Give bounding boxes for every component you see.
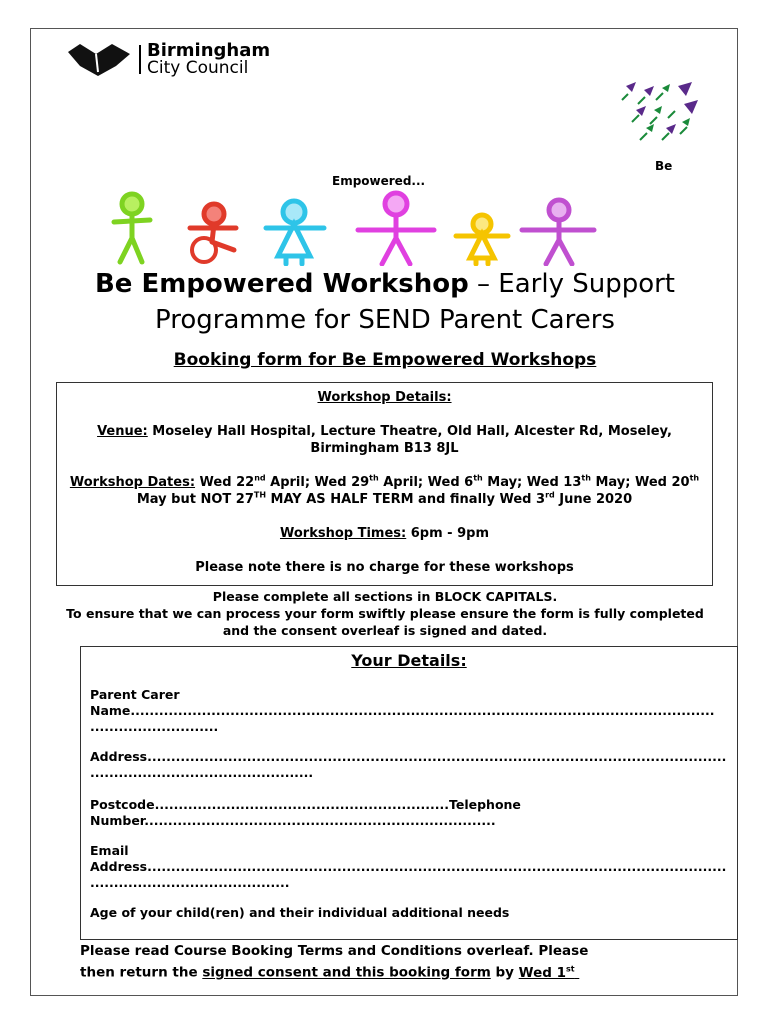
times-label: Workshop Times: — [279, 526, 407, 541]
date-6-sup: rd — [545, 490, 555, 500]
email-field[interactable]: Address.......................................................................................................................... — [90, 859, 727, 874]
footer-date-text: Wed 1 — [518, 964, 566, 981]
family-illustration — [104, 190, 604, 266]
your-details-box — [80, 646, 738, 940]
footer-note — [80, 942, 720, 982]
venue-text: Moseley Hall Hospital, Lecture Theatre, Old Hall, Alcester Rd, Moseley, Birmingham B13 8JL — [147, 424, 672, 456]
instructions-line1: Please complete all sections in BLOCK CAPITALS. — [212, 589, 558, 604]
date-3: May; Wed 13 — [482, 475, 582, 490]
address-field-cont[interactable]: ............................................... — [90, 765, 314, 780]
date-0-sup: nd — [254, 473, 266, 483]
date-0: Wed 22 — [195, 475, 255, 490]
date-4-sup: th — [689, 473, 700, 483]
instructions-line2: To ensure that we can process your form swiftly please ensure the form is fully completed and the consent overleaf is signed and dated. — [66, 606, 704, 638]
postcode-telephone-field[interactable]: Postcode..............................................................Telephone — [90, 797, 521, 812]
council-logo-icon — [66, 42, 132, 76]
footer-line2-mid: by — [490, 964, 519, 981]
footer-line1: Please read Course Booking Terms and Conditions overleaf. Please — [80, 943, 589, 959]
date-1: April; Wed 29 — [265, 475, 370, 490]
footer-link-text: signed consent and this booking form — [202, 964, 491, 981]
tagline-be: Be — [655, 159, 673, 173]
parent-carer-label: Parent Carer — [90, 687, 180, 702]
date-4: May; Wed 20 — [590, 475, 690, 490]
footer-date-sup: st — [566, 964, 575, 973]
times-text: 6pm - 9pm — [406, 526, 490, 541]
date-5: May but NOT 27 — [136, 492, 254, 507]
title-line2: Programme for SEND Parent Carers — [155, 305, 615, 335]
workshop-dates — [57, 474, 712, 508]
date-6: MAY AS HALF TERM and finally Wed 3 — [266, 492, 546, 507]
dates-label: Workshop Dates: — [69, 475, 196, 490]
footer-date — [519, 965, 580, 981]
title-rest: – Early Support — [468, 269, 676, 299]
council-logo — [66, 42, 306, 78]
date-2: April; Wed 6 — [378, 475, 474, 490]
footer-line2-pre: then return the — [80, 964, 203, 981]
telephone-number-field[interactable]: Number.......................................................................... — [90, 813, 496, 828]
date-2-sup: th — [473, 473, 483, 483]
booking-heading: Booking form for Be Empowered Workshops — [173, 350, 597, 370]
date-3-sup: th — [581, 473, 591, 483]
logo-divider — [139, 45, 141, 74]
charge-note: Please note there is no charge for these workshops — [195, 560, 574, 575]
instructions — [40, 588, 730, 639]
parent-name-field[interactable]: Name........................................................................................................................... — [90, 703, 715, 718]
venue-label: Venue: — [97, 424, 148, 439]
child-needs-label: Age of your child(ren) and their individual additional needs — [90, 905, 510, 920]
title-bold: Be Empowered Workshop — [94, 269, 469, 299]
logo-text-line2: City Council — [147, 58, 249, 78]
date-1-sup: th — [369, 473, 379, 483]
email-label: Email — [90, 843, 129, 858]
tagline-empowered: Empowered... — [332, 174, 426, 188]
address-field[interactable]: Address.......................................................................................................................... — [90, 749, 727, 764]
date-5-sup: TH — [253, 490, 267, 500]
parent-name-field-cont[interactable]: ........................... — [90, 719, 219, 734]
email-field-cont[interactable]: .......................................... — [90, 875, 290, 890]
page-title — [40, 266, 730, 338]
logo-text-line1: Birmingham — [147, 40, 271, 61]
workshop-details-box — [56, 382, 713, 586]
date-7: June 2020 — [554, 492, 633, 507]
rockets-graphic — [618, 82, 700, 144]
your-details-heading: Your Details: — [351, 651, 467, 670]
workshop-details-heading: Workshop Details: — [317, 390, 452, 405]
